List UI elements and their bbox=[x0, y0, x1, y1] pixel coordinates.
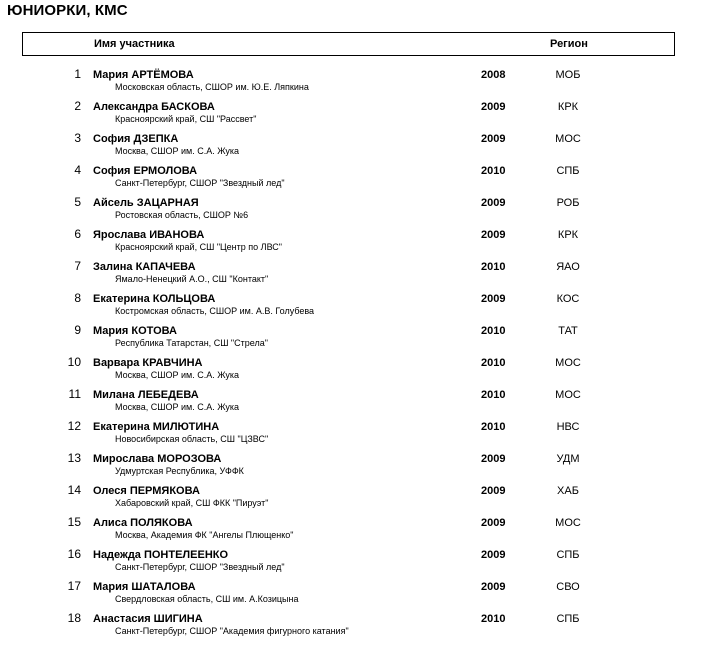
table-row bbox=[0, 388, 728, 420]
table-row bbox=[0, 516, 728, 548]
row-number: 10 bbox=[67, 355, 81, 369]
participant-name: Айсель ЗАЦАРНАЯ bbox=[93, 197, 199, 209]
birth-year: 2009 bbox=[481, 549, 506, 561]
region-code: ТАТ bbox=[558, 325, 578, 337]
participant-name: София ДЗЕПКА bbox=[93, 133, 179, 145]
region-code: МОС bbox=[555, 517, 581, 529]
participant-organization: Санкт-Петербург, СШОР "Звездный лед" bbox=[115, 178, 285, 188]
participant-organization: Республика Татарстан, СШ "Стрела" bbox=[115, 338, 268, 348]
participant-name: Надежда ПОНТЕЛЕЕНКО bbox=[93, 549, 229, 561]
table-row bbox=[0, 164, 728, 196]
participant-name: Залина КАПАЧЕВА bbox=[93, 261, 196, 273]
table-row bbox=[0, 68, 728, 100]
participant-name: Мирослава МОРОЗОВА bbox=[93, 453, 222, 465]
region-code: МОС bbox=[555, 357, 581, 369]
participant-name: Екатерина МИЛЮТИНА bbox=[93, 421, 220, 433]
region-code: РОБ bbox=[556, 197, 580, 209]
participant-name: Екатерина КОЛЬЦОВА bbox=[93, 293, 216, 305]
birth-year: 2010 bbox=[481, 421, 506, 433]
table-row bbox=[0, 100, 728, 132]
table-row bbox=[0, 420, 728, 452]
row-number: 11 bbox=[68, 387, 81, 401]
table-row bbox=[0, 228, 728, 260]
row-number: 12 bbox=[67, 419, 81, 433]
birth-year: 2010 bbox=[481, 325, 506, 337]
row-number: 7 bbox=[74, 259, 81, 273]
participant-name: Варвара КРАВЧИНА bbox=[93, 357, 203, 369]
participant-organization: Хабаровский край, СШ ФКК "Пируэт" bbox=[115, 498, 269, 508]
table-row bbox=[0, 324, 728, 356]
region-code: КРК bbox=[557, 229, 579, 241]
table-row bbox=[0, 580, 728, 612]
participant-organization: Москва, СШОР им. С.А. Жука bbox=[115, 370, 240, 380]
participant-organization: Ямало-Ненецкий А.О., СШ "Контакт" bbox=[115, 274, 269, 284]
participant-name: Алиса ПОЛЯКОВА bbox=[93, 517, 193, 529]
birth-year: 2009 bbox=[481, 229, 506, 241]
column-header-name: Имя участника bbox=[94, 38, 175, 50]
birth-year: 2009 bbox=[481, 101, 506, 113]
participant-list bbox=[0, 68, 728, 644]
participant-name: Мария ШАТАЛОВА bbox=[93, 581, 196, 593]
row-number: 5 bbox=[74, 195, 81, 209]
row-number: 4 bbox=[74, 163, 81, 177]
participant-name: Ярослава ИВАНОВА bbox=[93, 229, 205, 241]
region-code: СПБ bbox=[556, 613, 580, 625]
participant-organization: Новосибирская область, СШ "ЦЗВС" bbox=[115, 434, 269, 444]
row-number: 2 bbox=[74, 99, 81, 113]
birth-year: 2009 bbox=[481, 485, 506, 497]
row-number: 3 bbox=[74, 131, 81, 145]
region-code: СПБ bbox=[556, 549, 580, 561]
participant-organization: Ростовская область, СШОР №6 bbox=[115, 210, 249, 220]
birth-year: 2008 bbox=[481, 69, 506, 81]
table-header bbox=[22, 32, 675, 56]
birth-year: 2010 bbox=[481, 613, 506, 625]
participant-organization: Красноярский край, СШ "Рассвет" bbox=[115, 114, 257, 124]
birth-year: 2009 bbox=[481, 581, 506, 593]
participant-name: Анастасия ШИГИНА bbox=[93, 613, 203, 625]
row-number: 13 bbox=[67, 451, 81, 465]
birth-year: 2010 bbox=[481, 389, 506, 401]
row-number: 8 bbox=[74, 291, 81, 305]
page-title: ЮНИОРКИ, КМС bbox=[7, 2, 128, 19]
table-row bbox=[0, 292, 728, 324]
region-code: НВС bbox=[556, 421, 580, 433]
participant-organization: Москва, СШОР им. С.А. Жука bbox=[115, 402, 240, 412]
participant-organization: Москва, Академия ФК "Ангелы Плющенко" bbox=[115, 530, 294, 540]
participant-name: София ЕРМОЛОВА bbox=[93, 165, 198, 177]
participant-organization: Красноярский край, СШ "Центр по ЛВС" bbox=[115, 242, 282, 252]
participant-organization: Костромская область, СШОР им. А.В. Голубева bbox=[115, 306, 315, 316]
region-code: УДМ bbox=[556, 453, 580, 465]
birth-year: 2010 bbox=[481, 261, 506, 273]
region-code: СПБ bbox=[556, 165, 580, 177]
birth-year: 2009 bbox=[481, 133, 506, 145]
region-code: СВО bbox=[556, 581, 580, 593]
region-code: КОС bbox=[556, 293, 580, 305]
table-row bbox=[0, 484, 728, 516]
participant-organization: Санкт-Петербург, СШОР "Академия фигурного катания" bbox=[115, 626, 349, 636]
table-row bbox=[0, 356, 728, 388]
row-number: 14 bbox=[67, 483, 81, 497]
birth-year: 2009 bbox=[481, 197, 506, 209]
row-number: 15 bbox=[67, 515, 81, 529]
row-number: 17 bbox=[67, 579, 81, 593]
participant-name: Олеся ПЕРМЯКОВА bbox=[93, 485, 200, 497]
participant-name: Мария АРТЁМОВА bbox=[93, 69, 194, 81]
row-number: 16 bbox=[67, 547, 81, 561]
participant-name: Милана ЛЕБЕДЕВА bbox=[93, 389, 199, 401]
row-number: 18 bbox=[67, 611, 81, 625]
participant-organization: Москва, СШОР им. С.А. Жука bbox=[115, 146, 240, 156]
birth-year: 2010 bbox=[481, 165, 506, 177]
region-code: МОС bbox=[555, 133, 581, 145]
birth-year: 2009 bbox=[481, 293, 506, 305]
table-row bbox=[0, 548, 728, 580]
participant-organization: Санкт-Петербург, СШОР "Звездный лед" bbox=[115, 562, 285, 572]
row-number: 1 bbox=[74, 67, 81, 81]
column-header-region: Регион bbox=[550, 38, 588, 50]
participant-organization: Московская область, СШОР им. Ю.Е. Ляпкина bbox=[115, 82, 309, 92]
table-row bbox=[0, 132, 728, 164]
row-number: 6 bbox=[74, 227, 81, 241]
participant-name: Мария КОТОВА bbox=[93, 325, 177, 337]
region-code: КРК bbox=[557, 101, 579, 113]
table-row bbox=[0, 260, 728, 292]
participant-name: Александра БАСКОВА bbox=[93, 101, 215, 113]
birth-year: 2010 bbox=[481, 357, 506, 369]
participant-organization: Свердловская область, СШ им. А.Козицына bbox=[115, 594, 299, 604]
region-code: ХАБ bbox=[557, 485, 579, 497]
row-number: 9 bbox=[74, 323, 81, 337]
birth-year: 2009 bbox=[481, 517, 506, 529]
table-row bbox=[0, 452, 728, 484]
table-row bbox=[0, 612, 728, 644]
region-code: ЯАО bbox=[556, 261, 580, 273]
region-code: МОБ bbox=[555, 69, 581, 81]
participant-organization: Удмуртская Республика, УФФК bbox=[115, 466, 244, 476]
table-row bbox=[0, 196, 728, 228]
birth-year: 2009 bbox=[481, 453, 506, 465]
region-code: МОС bbox=[555, 389, 581, 401]
